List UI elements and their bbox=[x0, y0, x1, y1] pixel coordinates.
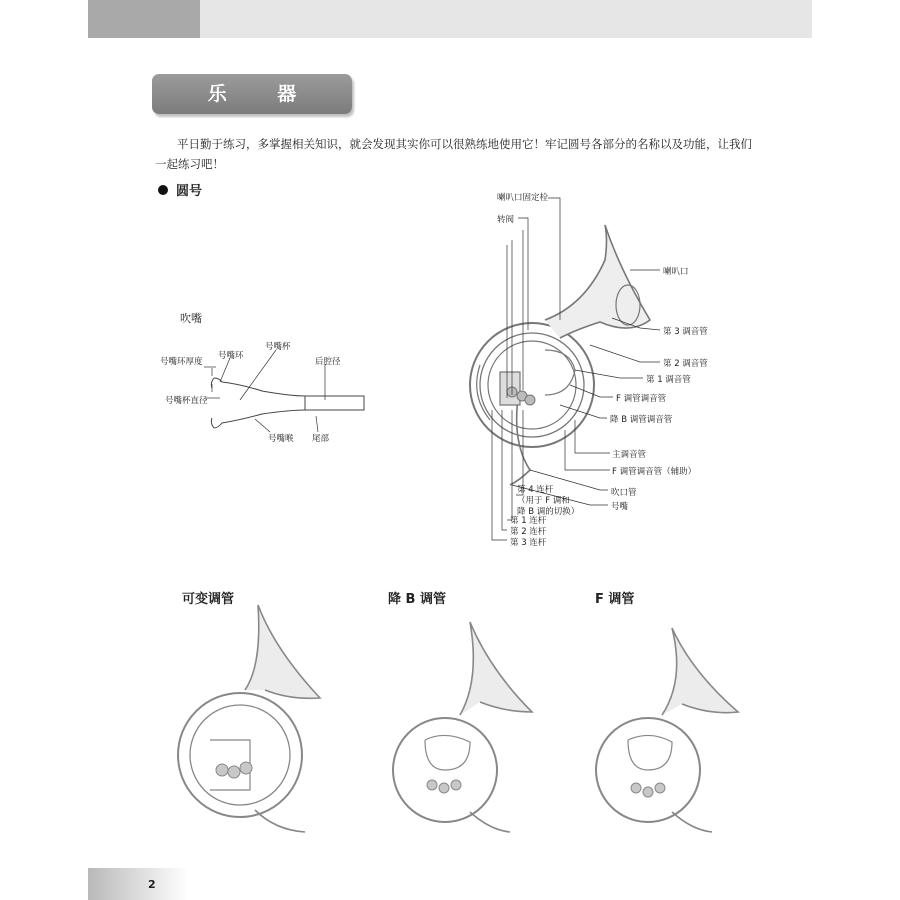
variant-title-bb: 降 B 调管 bbox=[388, 592, 446, 607]
label-lever2: 第 2 连杆 bbox=[510, 527, 547, 537]
label-bb-slide: 降 B 调管调音管 bbox=[610, 415, 673, 425]
label-slide3: 第 3 调音管 bbox=[663, 327, 708, 337]
label-backbore: 后腔径 bbox=[315, 357, 341, 367]
label-f-slide: F 调管调音管 bbox=[616, 394, 667, 404]
page-number: 2 bbox=[148, 878, 156, 891]
label-rotary-valve: 转阀 bbox=[497, 215, 515, 225]
footer-page-tab bbox=[88, 868, 188, 900]
label-bell: 喇叭口 bbox=[663, 267, 689, 277]
variant-horn-1 bbox=[178, 605, 320, 832]
mouthpiece-drawing bbox=[211, 378, 364, 428]
variant-horn-3 bbox=[596, 628, 738, 832]
variant-title-f: F 调管 bbox=[595, 592, 635, 607]
label-lever1: 第 1 连杆 bbox=[510, 516, 547, 526]
variant-horn-2 bbox=[393, 622, 532, 832]
label-lever3: 第 3 连杆 bbox=[510, 538, 547, 548]
label-f-slide-aux: F 调管调音管（辅助） bbox=[612, 467, 697, 477]
label-cup: 号嘴杯 bbox=[265, 342, 291, 352]
label-slide2: 第 2 调音管 bbox=[663, 359, 708, 369]
label-slide1: 第 1 调音管 bbox=[646, 375, 691, 385]
label-mouthpiece: 号嘴 bbox=[611, 502, 629, 512]
label-shank: 尾部 bbox=[312, 434, 330, 444]
mouthpiece-title: 吹嘴 bbox=[180, 312, 202, 325]
label-lever4: 第 4 连杆 bbox=[517, 485, 554, 495]
section-title: 乐 器 bbox=[207, 83, 319, 105]
label-cup-diameter: 号嘴杯直径 bbox=[165, 396, 208, 406]
label-lever4-note1: （用于 F 调和 bbox=[517, 496, 570, 506]
intro-paragraph: 平日勤于练习，多掌握相关知识，就会发现其实你可以很熟练地使用它！牢记圆号各部分的名称以及功能，让我们一起练习吧！ bbox=[155, 137, 752, 171]
label-rim: 号嘴环 bbox=[218, 351, 244, 361]
horn-heading-text: 圆号 bbox=[176, 184, 203, 199]
label-lever4-note2: 降 B 调的切换） bbox=[517, 507, 580, 517]
label-leadpipe: 吹口管 bbox=[611, 488, 637, 498]
variant-title-double: 可变调管 bbox=[182, 592, 235, 607]
label-throat: 号嘴喉 bbox=[268, 434, 294, 444]
label-main-slide: 主调音管 bbox=[612, 450, 647, 460]
label-rim-thickness: 号嘴环厚度 bbox=[160, 357, 203, 367]
label-bell-clamp: 喇叭口固定栓 bbox=[497, 193, 549, 203]
